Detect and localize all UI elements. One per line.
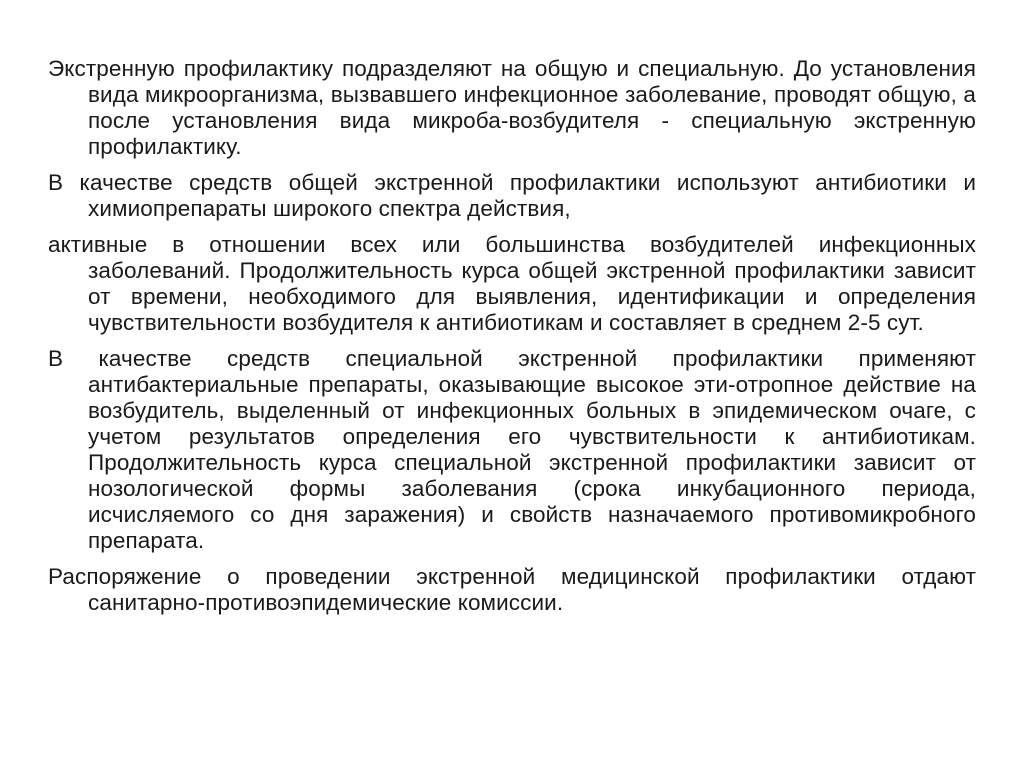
paragraph-commission-order: Распоряжение о проведении экстренной медицинской профилактики отдают санитарно-противоэпидемические комиссии. <box>48 564 976 615</box>
paragraph-general-agents: В качестве средств общей экстренной профилактики используют антибиотики и химиопрепараты широкого спектра действия, <box>48 170 976 221</box>
paragraph-general-duration: активные в отношении всех или большинства возбудителей инфекционных заболеваний. Продолжительность курса общей экстренной профилактики зависит от времени, необходимого для выявления, идентификации и определения чувствительности возбудителя к антибиотикам и составляет в среднем 2-5 сут. <box>48 232 976 335</box>
paragraph-general-vs-special: Экстренную профилактику подразделяют на общую и специальную. До установления вида микроорганизма, вызвавшего инфекционное заболевание, проводят общую, а после установления вида микроба-возбудителя - специальную экстренную профилактику. <box>48 56 976 159</box>
paragraph-special-agents: В качестве средств специальной экстренной профилактики применяют антибактериальные препараты, оказывающие высокое эти-отропное действие на возбудитель, выделенный от инфекционных больных в эпидемическом очаге, с учетом результатов определения его чувствительности к антибиотикам. Продолжительность курса специальной экстренной профилактики зависит от нозологической формы заболевания (срока инкубационного периода, исчисляемого со дня заражения) и свойств назначаемого противомикробного препарата. <box>48 346 976 553</box>
